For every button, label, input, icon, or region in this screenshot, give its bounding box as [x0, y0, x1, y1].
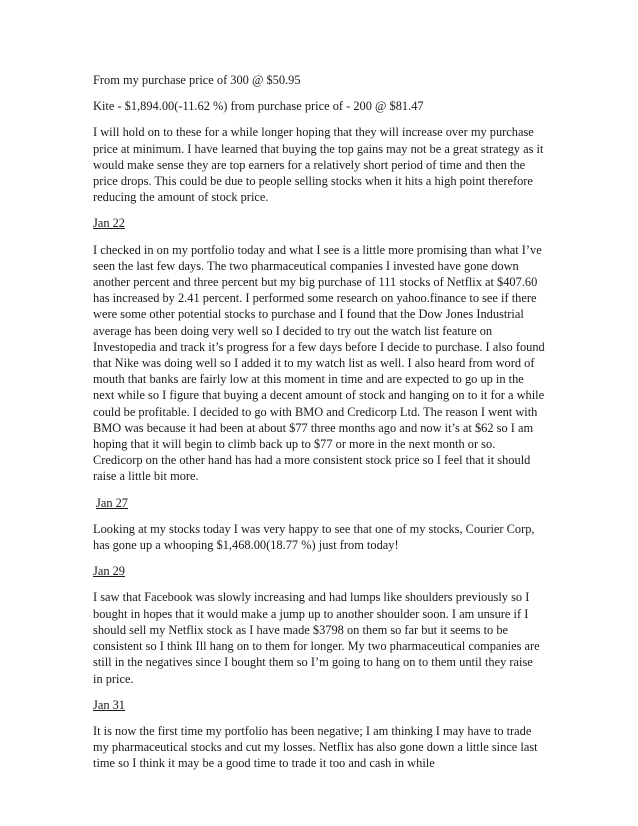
jan-31-entry: It is now the first time my portfolio has been negative; I am thinking I may have to trade my pharmaceutical stocks and cut my losses. Netflix has also gone down a little since last time so I think it may be a good time to trade it too and cash in while	[93, 723, 538, 771]
document-page	[93, 72, 545, 782]
jan-27-entry: Looking at my stocks today I was very happy to see that one of my stocks, Courier Corp, has gone up a whooping $1,468.00(18.77 %) just from today!	[93, 521, 535, 553]
jan-29-entry: I saw that Facebook was slowly increasing and had lumps like shoulders previously so I bought in hopes that it would make a jump up to another shoulder soon. I am unsure if I should sell my Netflix stock as I have made $3798 on them so far but it seems to be consistent so I think Ill hang on to them for longer. My two pharmaceutical companies are still in the negatives since I bought them so I’m going to hang on to them until they raise in price.	[93, 590, 540, 686]
date-heading-jan-22: Jan 22	[93, 216, 126, 231]
purchase-price-line: From my purchase price of 300 @ $50.95	[93, 73, 301, 87]
jan-22-entry: I checked in on my portfolio today and what I see is a little more promising than what I’ve seen the last few days. The two pharmaceutical companies I invested have gone down another percent and three percent but my big purchase of 111 stocks of Netflix at $407.60 has increased by 2.41 percent. I performed some research on yahoo.finance to see if there were some other potential stocks to purchase and I found that the Dow Jones Industrial average has been doing very well so I decided to try out the watch list feature on Investopedia and track it’s progress for a few days before I decide to purchase. I also found that Nike was doing well so I added it to my watch list as well. I also heard from word of mouth that banks are fairly low at this moment in time and are expected to go up in the next while so I figure that buying a decent amount of stock and hanging on to it for a while could be profitable. I decided to go with BMO and Credicorp Ltd. The reason I went with BMO was because it had been at about $77 three months ago and now it’s at $62 so I am hoping that it will begin to climb back up to $77 or more in the next month or so. Credicorp on the other hand has had a more consistent stock price so I feel that it should raise a little bit more.	[93, 242, 545, 484]
date-heading-jan-31: Jan 31	[93, 697, 126, 712]
hold-strategy-paragraph: I will hold on to these for a while longer hoping that they will increase over my purchase price at minimum. I have learned that buying the top gains may not be a great strategy as it would make sense they are top earners for a relatively short period of time and then the price drops. This could be due to people selling stocks when it hits a high point therefore reducing the amount of stock price.	[93, 125, 544, 205]
date-heading-jan-27: Jan 27	[96, 495, 129, 510]
date-heading-jan-29: Jan 29	[93, 564, 126, 579]
kite-stock-line: Kite - $1,894.00(-11.62 %) from purchase price of - 200 @ $81.47	[93, 99, 424, 114]
